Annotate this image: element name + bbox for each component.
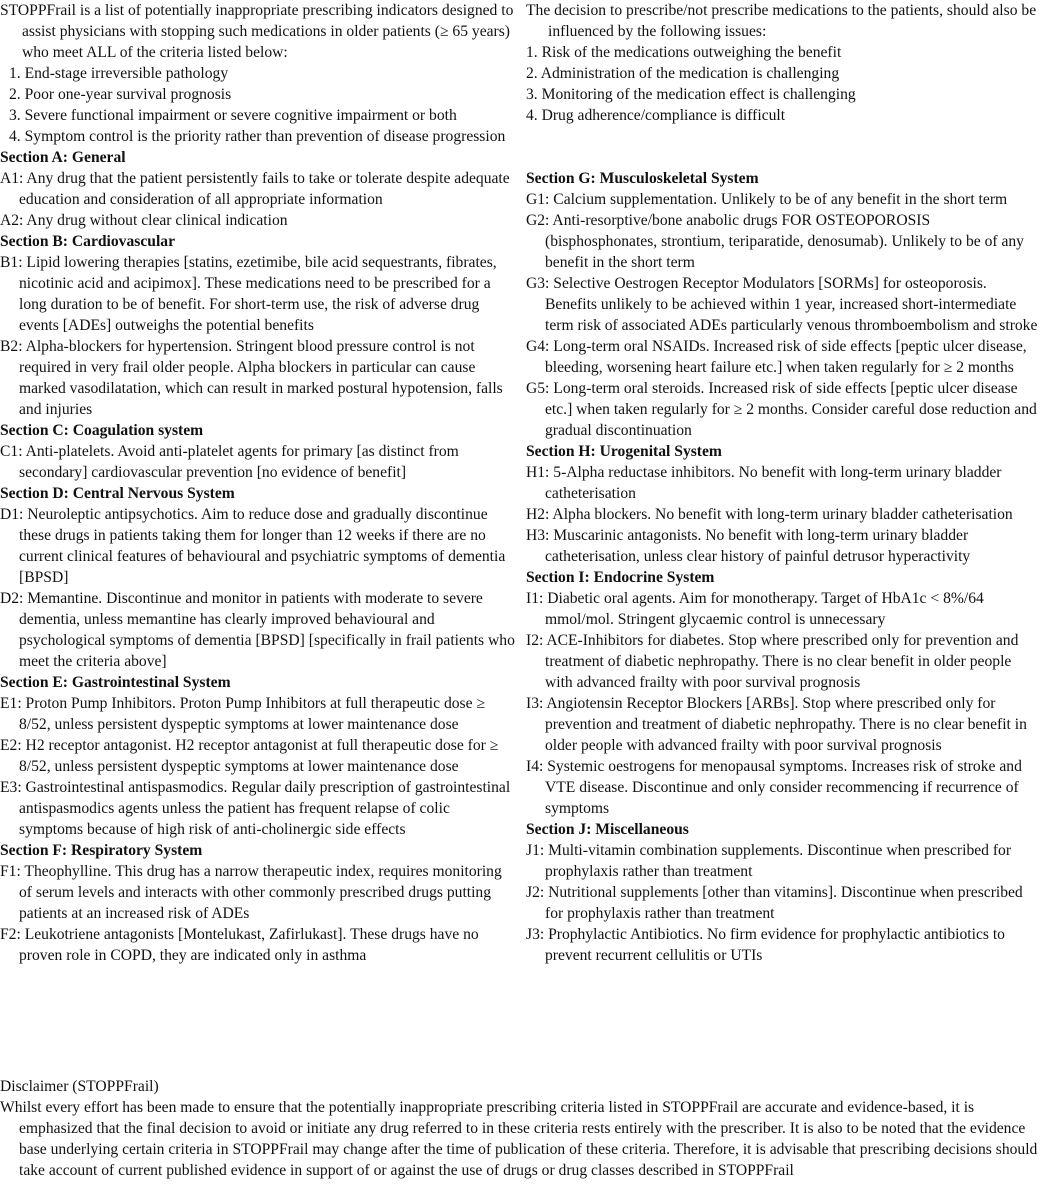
disclaimer-title: Disclaimer (STOPPFrail) — [0, 1078, 159, 1095]
intro-text: STOPPFrail is a list of potentially inappropriate prescribing indicators designed to assist physicians with stopping such medications in older patients (≥ 65 years) who meet ALL of the criteria listed below: — [0, 2, 514, 61]
criteria-item: 3. Severe functional impairment or severe cognitive impairment or both — [9, 107, 457, 124]
criterion-g4: G4: Long-term oral NSAIDs. Increased risk of side effects [peptic ulcer disease, bleeding, worsening heart failure etc.] when taken regularly for ≥ 2 months — [526, 338, 1027, 376]
section-a-title: Section A: General — [0, 149, 126, 166]
section-h-title: Section H: Urogenital System — [526, 443, 722, 460]
criteria-item: 1. End-stage irreversible pathology — [9, 65, 229, 82]
spacer — [526, 126, 1040, 147]
right-column — [526, 0, 1040, 966]
criterion-j1: J1: Multi-vitamin combination supplements. Discontinue when prescribed for prophylaxis rather than treatment — [526, 842, 1012, 880]
criterion-f2: F2: Leukotriene antagonists [Montelukast, Zafirlukast]. These drugs have no proven role in COPD, they are indicated only in asthma — [0, 926, 479, 964]
criterion-d1: D1: Neuroleptic antipsychotics. Aim to reduce dose and gradually discontinue these drugs in patients taking them for longer than 12 weeks if there are no current clinical features of behavioural and psychiatric symptoms of dementia [BPSD] — [0, 506, 506, 586]
criterion-h1: H1: 5-Alpha reductase inhibitors. No benefit with long-term urinary bladder catheterisation — [526, 464, 1002, 502]
criterion-i1: I1: Diabetic oral agents. Aim for monotherapy. Target of HbA1c < 8%/64 mmol/mol. Stringent glycaemic control is unnecessary — [526, 590, 984, 628]
disclaimer-text: Whilst every effort has been made to ensure that the potentially inappropriate prescribing criteria listed in STOPPFrail are accurate and evidence-based, it is emphasized that the final decision to avoid or initiate any drug referred to in these criteria rests entirely with the prescriber. It is also to be noted that the evidence base underlying certain criteria in STOPPFrail may change after the time of publication of these criteria. Therefore, it is advisable that prescribing decisions should take account of current published evidence in support of or against the use of drugs or drug classes described in STOPPFrail — [0, 1099, 1038, 1179]
criterion-f1: F1: Theophylline. This drug has a narrow therapeutic index, requires monitoring of serum levels and interacts with other commonly prescribed drugs putting patients at an increased risk of ADEs — [0, 863, 502, 922]
section-j-title: Section J: Miscellaneous — [526, 821, 689, 838]
disclaimer — [0, 1076, 1040, 1181]
criterion-a1: A1: Any drug that the patient persistently fails to take or tolerate despite adequate education and consideration of all appropriate information — [0, 170, 510, 208]
criterion-b1: B1: Lipid lowering therapies [statins, ezetimibe, bile acid sequestrants, fibrates, nicotinic acid and acipimox]. These medications need to be prescribed for a long duration to be of benefit. For short-term use, the risk of adverse drug events [ADEs] outweighs the potential benefits — [0, 254, 497, 334]
criterion-c1: C1: Anti-platelets. Avoid anti-platelet agents for primary [as distinct from secondary] cardiovascular prevention [no evidence of benefit] — [0, 443, 459, 481]
section-f-title: Section F: Respiratory System — [0, 842, 203, 859]
issue-item: 4. Drug adherence/compliance is difficult — [526, 107, 786, 124]
section-d-title: Section D: Central Nervous System — [0, 485, 235, 502]
criteria-item: 4. Symptom control is the priority rather than prevention of disease progression — [9, 128, 506, 145]
issues-intro-text: The decision to prescribe/not prescribe medications to the patients, should also be influenced by the following issues: — [526, 2, 1037, 40]
criterion-h3: H3: Muscarinic antagonists. No benefit with long-term urinary bladder catheterisation, unless clear history of painful detrusor hyperactivity — [526, 527, 971, 565]
section-b-title: Section B: Cardiovascular — [0, 233, 175, 250]
criterion-e3: E3: Gastrointestinal antispasmodics. Regular daily prescription of gastrointestinal antispasmodics agents unless the patient has frequent relapse of colic symptoms because of high risk of anti-cholinergic side effects — [0, 779, 511, 838]
criterion-e2: E2: H2 receptor antagonist. H2 receptor antagonist at full therapeutic dose for ≥ 8/52, unless persistent dyspeptic symptoms at lower maintenance dose — [0, 737, 499, 775]
criterion-i3: I3: Angiotensin Receptor Blockers [ARBs]. Stop where prescribed only for prevention and treatment of diabetic nephropathy. There is no clear benefit in older people with advanced frailty with poor survival prognosis — [526, 695, 1027, 754]
criterion-d2: D2: Memantine. Discontinue and monitor in patients with moderate to severe dementia, unless memantine has clearly improved behavioural and psychological symptoms of dementia [BPSD] [specifically in frail patients who meet the criteria above] — [0, 590, 515, 670]
section-e-title: Section E: Gastrointestinal System — [0, 674, 231, 691]
criterion-g3: G3: Selective Oestrogen Receptor Modulators [SORMs] for osteoporosis. Benefits unlikely to be achieved within 1 year, increased short-intermediate term risk of associated ADEs particularly venous thromboembolism and stroke — [526, 275, 1038, 334]
issue-item: 3. Monitoring of the medication effect is challenging — [526, 86, 856, 103]
criterion-j3: J3: Prophylactic Antibiotics. No firm evidence for prophylactic antibiotics to prevent recurrent cellulitis or UTIs — [526, 926, 1005, 964]
criterion-e1: E1: Proton Pump Inhibitors. Proton Pump Inhibitors at full therapeutic dose ≥ 8/52, unless persistent dyspeptic symptoms at lower maintenance dose — [0, 695, 485, 733]
criterion-g5: G5: Long-term oral steroids. Increased risk of side effects [peptic ulcer disease etc.] when taken regularly for ≥ 2 months. Consider careful dose reduction and gradual discontinuation — [526, 380, 1037, 439]
criterion-i2: I2: ACE-Inhibitors for diabetes. Stop where prescribed only for prevention and treatment of diabetic nephropathy. There is no clear benefit in older people with advanced frailty with poor survival prognosis — [526, 632, 1019, 691]
criterion-i4: I4: Systemic oestrogens for menopausal symptoms. Increases risk of stroke and VTE disease. Discontinue and only consider recommencing if recurrence of symptoms — [526, 758, 1022, 817]
criterion-j2: J2: Nutritional supplements [other than vitamins]. Discontinue when prescribed for prophylaxis rather than treatment — [526, 884, 1023, 922]
issue-item: 2. Administration of the medication is challenging — [526, 65, 840, 82]
section-g-title: Section G: Musculoskeletal System — [526, 170, 759, 187]
criterion-b2: B2: Alpha-blockers for hypertension. Stringent blood pressure control is not required in very frail older people. Alpha blockers in particular can cause marked vasodilatation, which can result in marked postural hypotension, falls and injuries — [0, 338, 503, 418]
section-c-title: Section C: Coagulation system — [0, 422, 204, 439]
criteria-item: 2. Poor one-year survival prognosis — [9, 86, 232, 103]
criterion-g2: G2: Anti-resorptive/bone anabolic drugs FOR OSTEOPOROSIS (bisphosphonates, strontium, teriparatide, denosumab). Unlikely to be of any benefit in the short term — [526, 212, 1024, 271]
criterion-h2: H2: Alpha blockers. No benefit with long-term urinary bladder catheterisation — [526, 506, 1013, 523]
criterion-a2: A2: Any drug without clear clinical indication — [0, 212, 288, 229]
issues-list — [526, 42, 1040, 126]
criteria-list — [0, 63, 516, 147]
section-i-title: Section I: Endocrine System — [526, 569, 715, 586]
left-column — [0, 0, 516, 966]
issue-item: 1. Risk of the medications outweighing the benefit — [526, 44, 842, 61]
criterion-g1: G1: Calcium supplementation. Unlikely to be of any benefit in the short term — [526, 191, 1008, 208]
spacer — [526, 147, 1040, 168]
